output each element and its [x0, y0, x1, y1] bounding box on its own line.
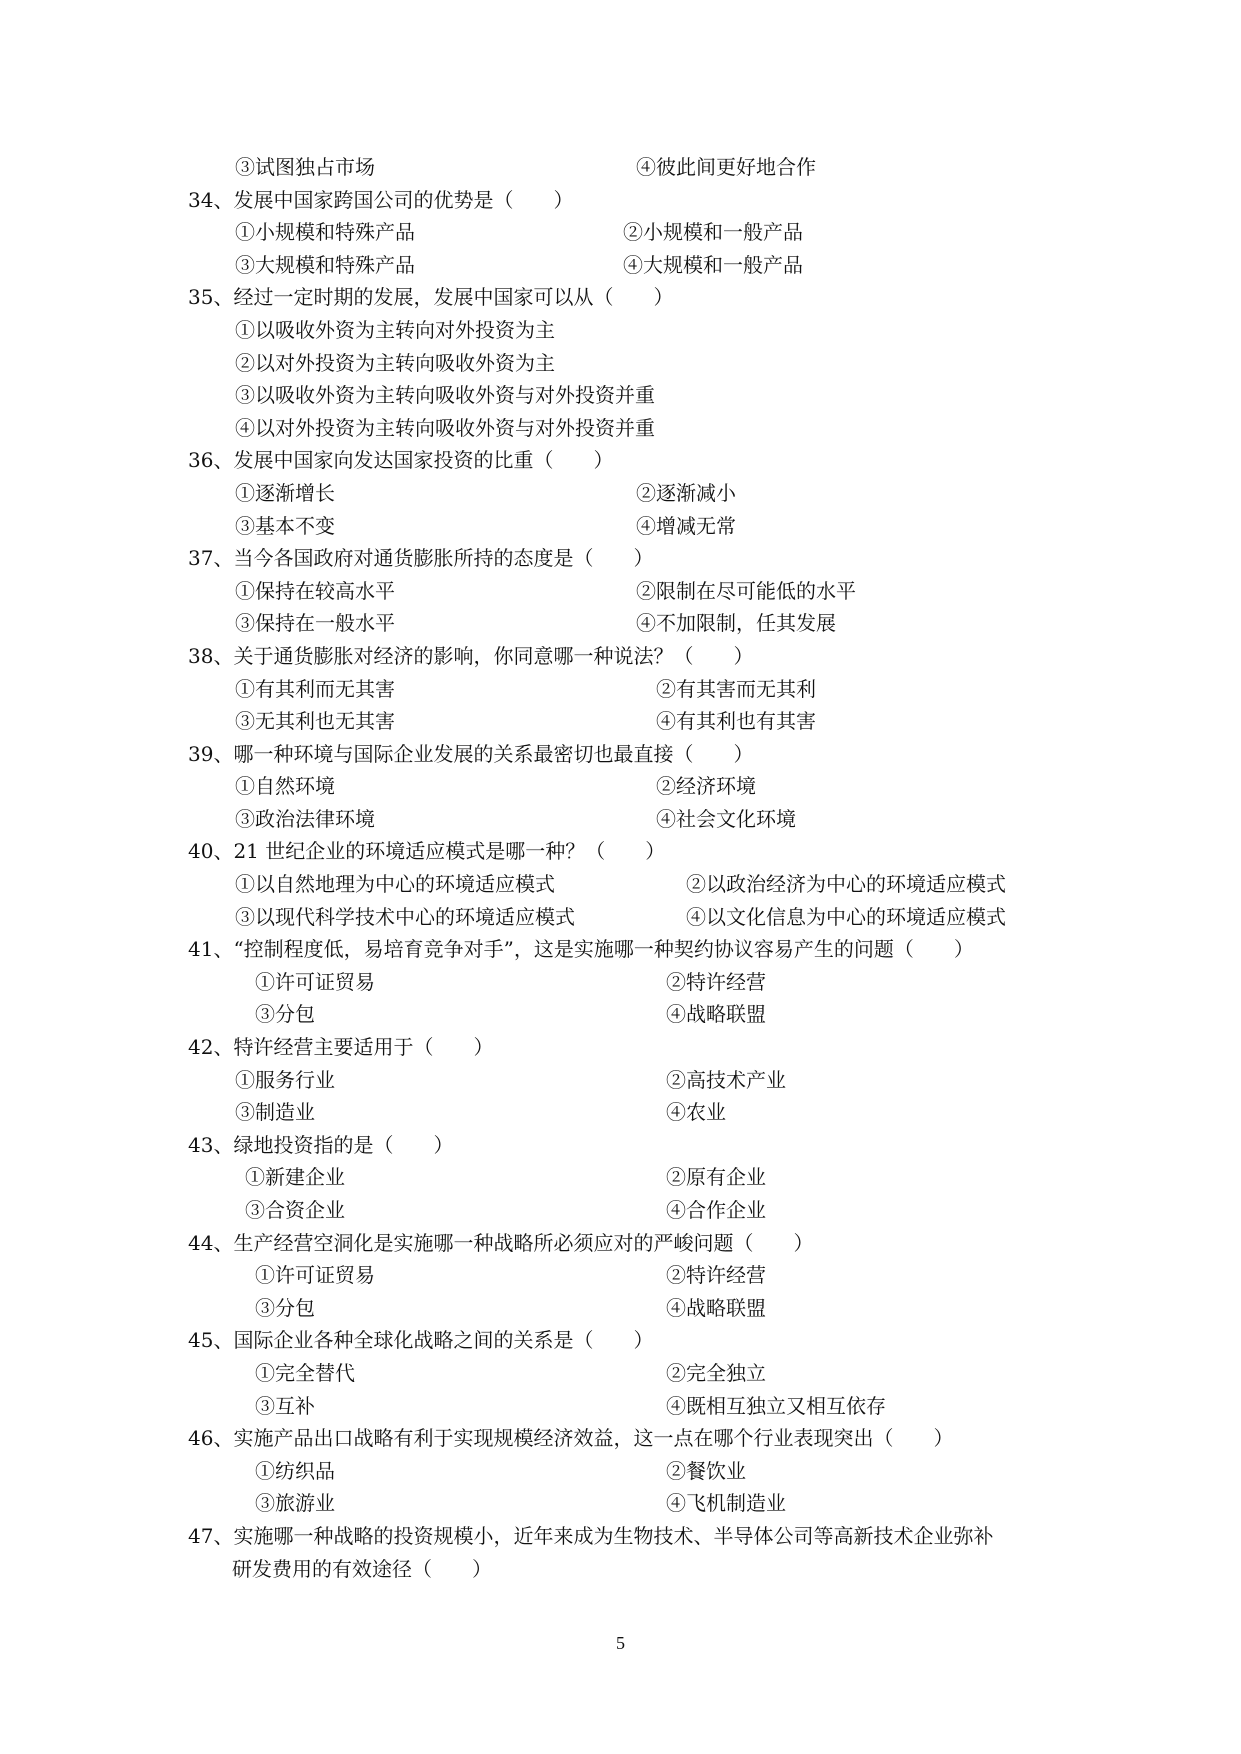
answer-option: ④战略联盟 — [666, 1295, 766, 1320]
answer-option: ④以文化信息为中心的环境适应模式 — [686, 904, 1006, 929]
answer-option-row — [188, 901, 1088, 934]
answer-option: ②以政治经济为中心的环境适应模式 — [686, 872, 1006, 897]
answer-option-row — [188, 1390, 1088, 1423]
answer-option-row — [188, 705, 1088, 738]
answer-option: ②高技术产业 — [666, 1067, 786, 1092]
answer-option-row — [188, 998, 1088, 1031]
answer-option-row — [188, 347, 1088, 380]
answer-option: ③合资企业 — [245, 1198, 345, 1222]
question-text: 38、关于通货膨胀对经济的影响，你同意哪一种说法？（ ） — [188, 643, 754, 668]
answer-option-row — [188, 510, 1088, 543]
answer-option: ①逐渐增长 — [235, 480, 335, 505]
answer-option: ③分包 — [255, 1295, 315, 1320]
question-text: 40、21 世纪企业的环境适应模式是哪一种？（ ） — [188, 839, 666, 864]
answer-option: ③大规模和特殊产品 — [235, 252, 415, 277]
question-text: 42、特许经营主要适用于（ ） — [188, 1035, 494, 1060]
question-text: 46、实施产品出口战略有利于实现规模经济效益，这一点在哪个行业表现突出（ ） — [188, 1426, 954, 1451]
answer-option: ①纺织品 — [255, 1458, 335, 1483]
answer-option-row — [188, 1161, 1088, 1194]
answer-option: ②特许经营 — [666, 969, 766, 994]
answer-option: ②原有企业 — [666, 1165, 766, 1190]
answer-option-row — [188, 1455, 1088, 1488]
question-text-continued: 研发费用的有效途径（ ） — [232, 1556, 492, 1581]
question-text: 35、经过一定时期的发展，发展中国家可以从（ ） — [188, 285, 674, 310]
answer-option: ③分包 — [255, 1002, 315, 1027]
answer-option: ④以对外投资为主转向吸收外资与对外投资并重 — [235, 415, 655, 440]
answer-option-row — [188, 1096, 1088, 1129]
answer-option-row — [188, 249, 1088, 282]
question-text: 37、当今各国政府对通货膨胀所持的态度是（ ） — [188, 546, 654, 571]
answer-option-row — [188, 1064, 1088, 1097]
answer-option: ①许可证贸易 — [255, 1263, 375, 1288]
answer-option: ②以对外投资为主转向吸收外资为主 — [235, 350, 555, 375]
answer-option: ④飞机制造业 — [666, 1491, 786, 1516]
answer-option: ④农业 — [666, 1100, 726, 1125]
question-text: 34、发展中国家跨国公司的优势是（ ） — [188, 187, 574, 212]
answer-option: ①有其利而无其害 — [235, 676, 395, 701]
answer-option-row — [188, 151, 1088, 184]
answer-option: ②小规模和一般产品 — [623, 220, 803, 245]
question-list — [188, 151, 1088, 1585]
answer-option-row — [188, 966, 1088, 999]
question-text: 47、实施哪一种战略的投资规模小，近年来成为生物技术、半导体公司等高新技术企业弥补 — [188, 1523, 994, 1548]
answer-option-row — [188, 314, 1088, 347]
answer-option: ①许可证贸易 — [255, 969, 375, 994]
answer-option-row — [188, 379, 1088, 412]
answer-option: ②经济环境 — [656, 774, 756, 799]
answer-option-row — [188, 412, 1088, 445]
answer-option: ①小规模和特殊产品 — [235, 220, 415, 245]
answer-option: ①服务行业 — [235, 1067, 335, 1092]
answer-option: ②有其害而无其利 — [656, 676, 816, 701]
question-text: 45、国际企业各种全球化战略之间的关系是（ ） — [188, 1328, 654, 1353]
answer-option: ④不加限制，任其发展 — [636, 611, 836, 636]
answer-option: ④既相互独立又相互依存 — [666, 1393, 886, 1418]
answer-option-row — [188, 1487, 1088, 1520]
answer-option: ③政治法律环境 — [235, 806, 375, 831]
question-text: 36、发展中国家向发达国家投资的比重（ ） — [188, 448, 614, 473]
answer-option: ④增减无常 — [636, 513, 736, 538]
answer-option: ②餐饮业 — [666, 1458, 746, 1483]
answer-option: ③互补 — [255, 1393, 315, 1418]
answer-option: ①保持在较高水平 — [235, 578, 395, 603]
question-text: 39、哪一种环境与国际企业发展的关系最密切也最直接（ ） — [188, 741, 754, 766]
answer-option: ④有其利也有其害 — [656, 709, 816, 734]
answer-option-row — [188, 575, 1088, 608]
answer-option-row — [188, 607, 1088, 640]
answer-option: ④合作企业 — [666, 1198, 766, 1222]
answer-option-row — [188, 216, 1088, 249]
answer-option: ③以吸收外资为主转向吸收外资与对外投资并重 — [235, 383, 655, 408]
answer-option-row — [188, 1259, 1088, 1292]
answer-option-row — [188, 673, 1088, 706]
answer-option-row — [188, 477, 1088, 510]
question-text: 43、绿地投资指的是（ ） — [188, 1132, 454, 1157]
answer-option: ①以吸收外资为主转向对外投资为主 — [235, 317, 555, 342]
answer-option: ①完全替代 — [255, 1360, 355, 1385]
page-number: 5 — [616, 1633, 625, 1653]
answer-option: ④战略联盟 — [666, 1002, 766, 1027]
answer-option: ③无其利也无其害 — [235, 709, 395, 734]
answer-option: ②完全独立 — [666, 1360, 766, 1385]
answer-option: ③以现代科学技术中心的环境适应模式 — [235, 904, 575, 929]
answer-option: ②特许经营 — [666, 1263, 766, 1288]
question-text: 41、“控制程度低，易培育竞争对手”，这是实施哪一种契约协议容易产生的问题（ ） — [188, 937, 974, 962]
answer-option: ③制造业 — [235, 1100, 315, 1125]
answer-option: ③试图独占市场 — [235, 155, 375, 179]
answer-option-row — [188, 1292, 1088, 1325]
answer-option: ④社会文化环境 — [656, 806, 796, 831]
answer-option: ①自然环境 — [235, 774, 335, 799]
answer-option: ②逐渐减小 — [636, 480, 736, 505]
answer-option: ②限制在尽可能低的水平 — [636, 578, 856, 603]
answer-option: ③保持在一般水平 — [235, 611, 395, 636]
answer-option-row — [188, 770, 1088, 803]
answer-option-row — [188, 1357, 1088, 1390]
answer-option: ①以自然地理为中心的环境适应模式 — [235, 872, 555, 897]
answer-option-row — [188, 1194, 1088, 1227]
answer-option: ③旅游业 — [255, 1491, 335, 1516]
answer-option-row — [188, 803, 1088, 836]
answer-option: ③基本不变 — [235, 513, 335, 538]
answer-option-row — [188, 868, 1088, 901]
question-text: 44、生产经营空洞化是实施哪一种战略所必须应对的严峻问题（ ） — [188, 1230, 814, 1255]
answer-option: ④彼此间更好地合作 — [636, 155, 816, 179]
answer-option: ④大规模和一般产品 — [623, 252, 803, 277]
answer-option: ①新建企业 — [245, 1165, 345, 1190]
